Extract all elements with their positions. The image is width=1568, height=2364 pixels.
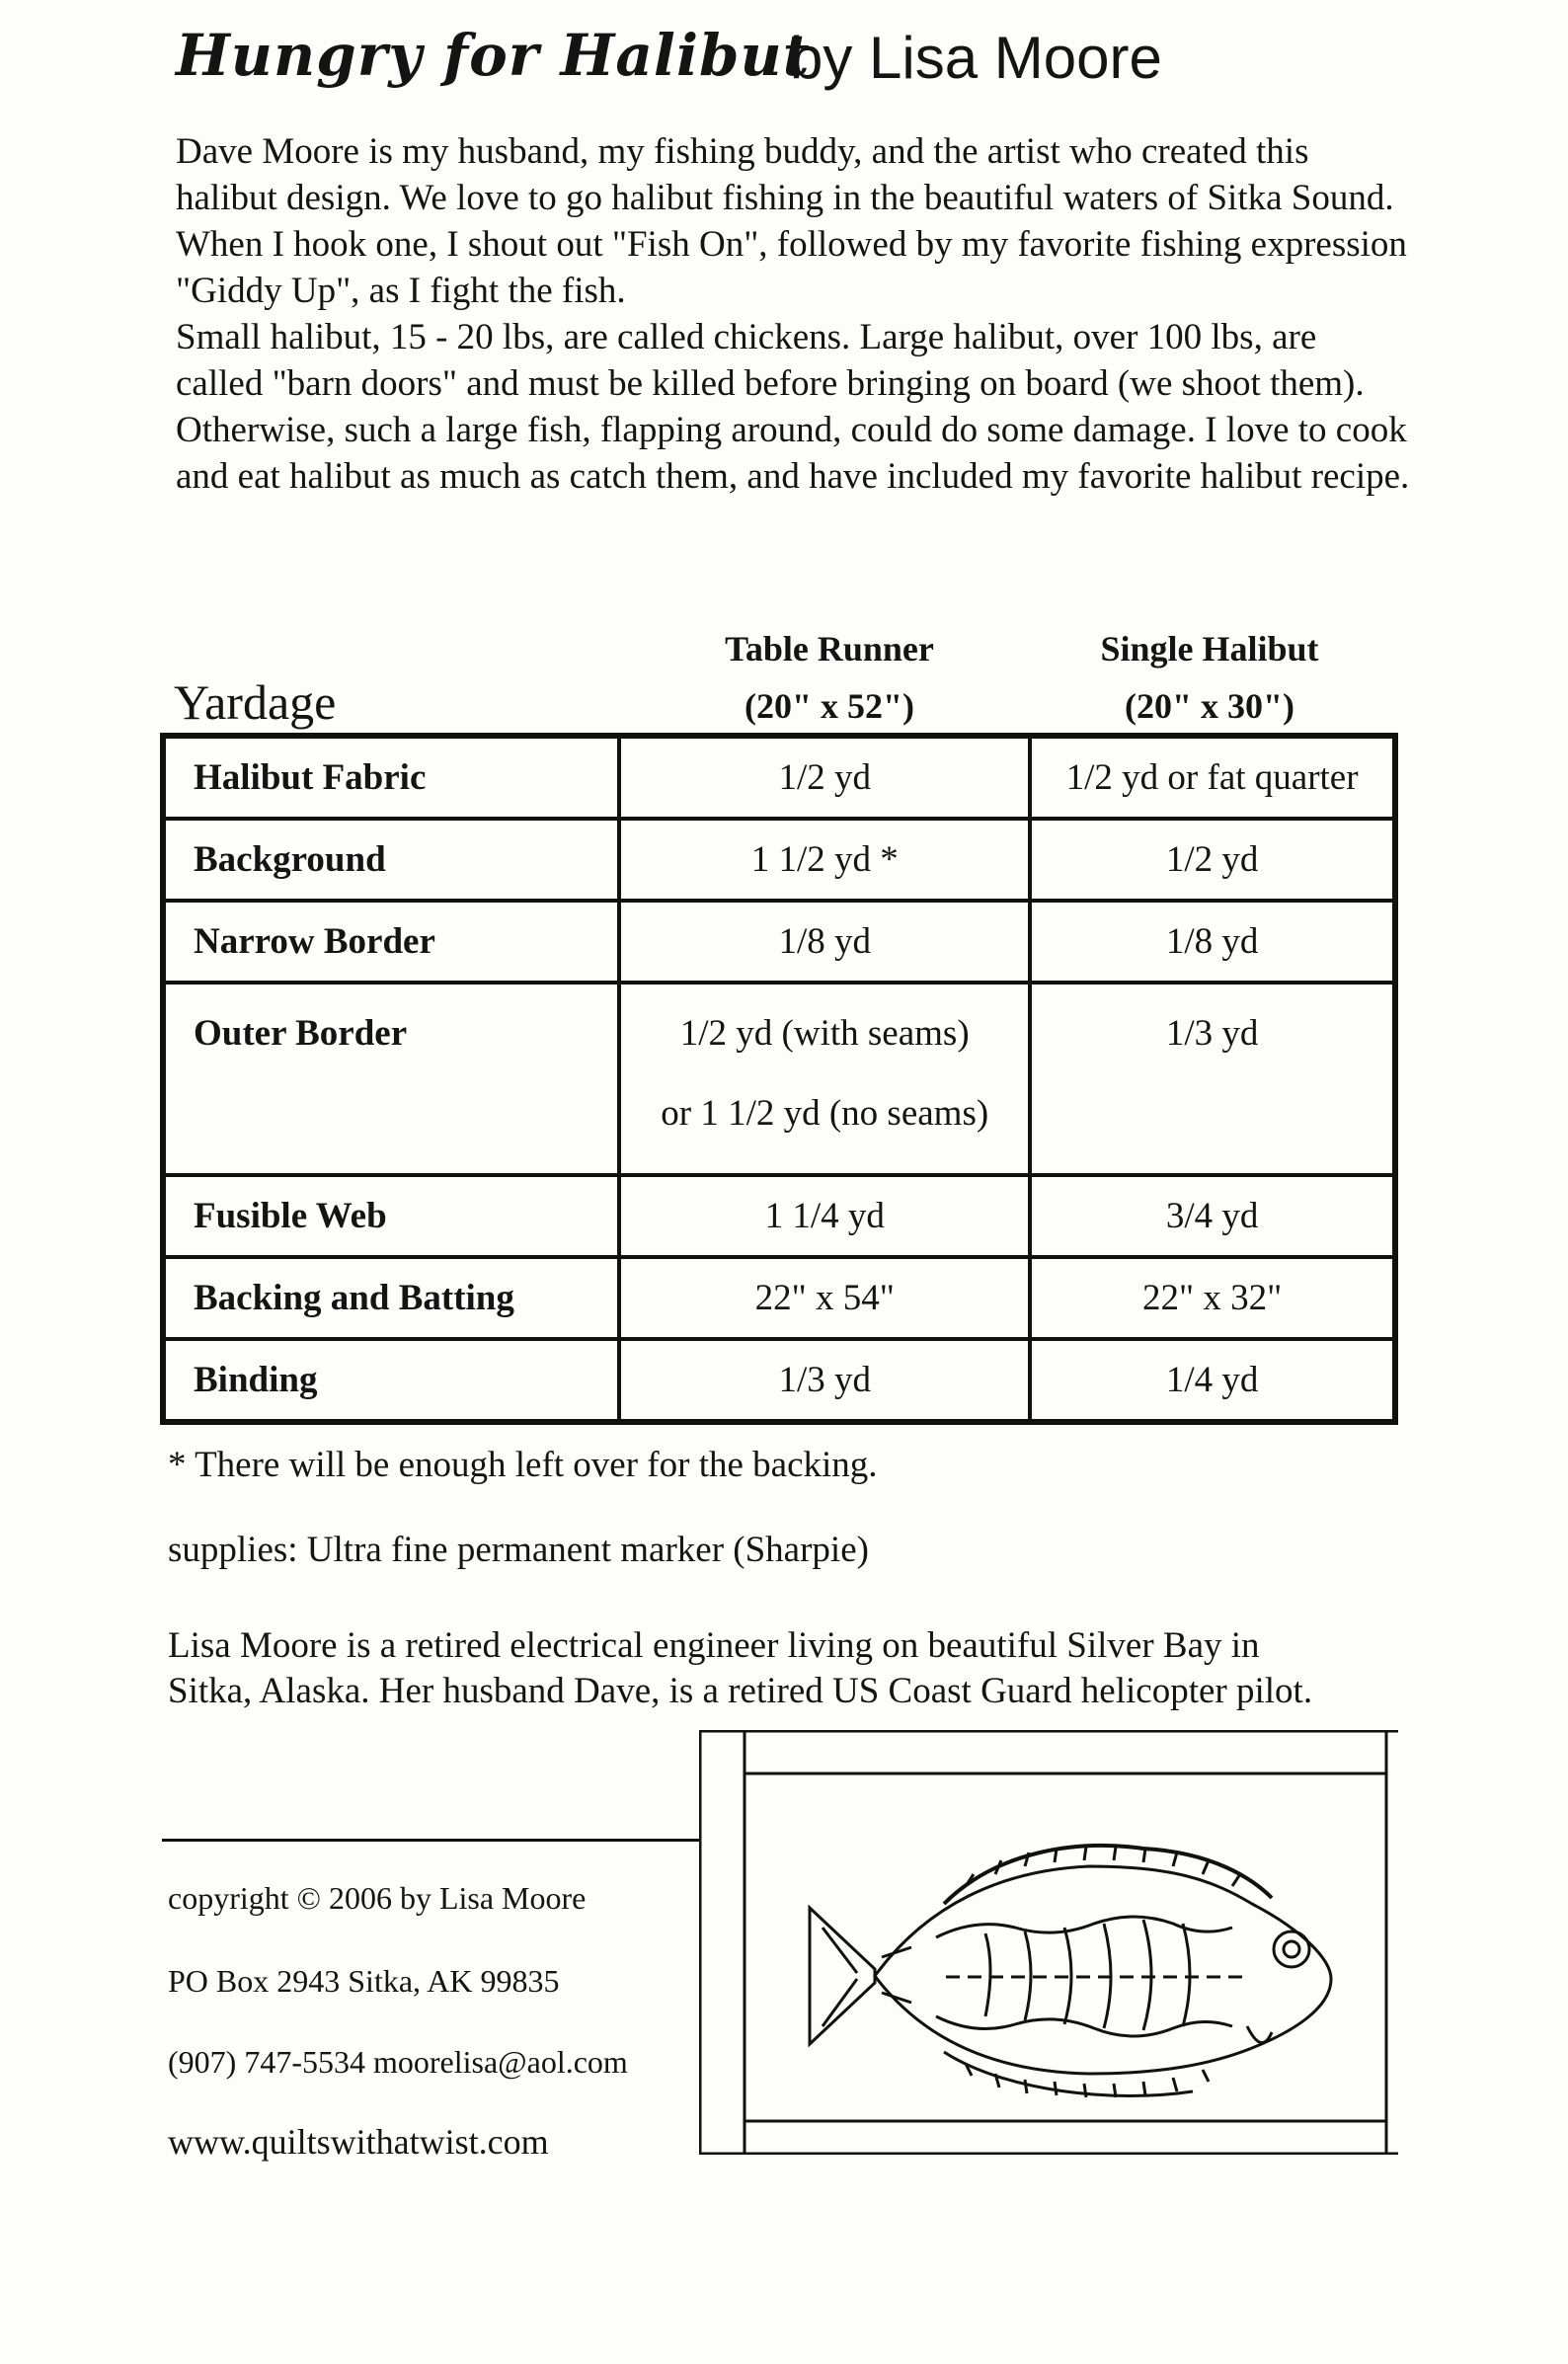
runner-value: 1 1/4 yd xyxy=(619,1175,1030,1257)
copyright-line: copyright © 2006 by Lisa Moore xyxy=(168,1880,587,1916)
single-value: 1/4 yd xyxy=(1030,1339,1395,1422)
table-row xyxy=(163,983,1395,1175)
supplies-note: supplies: Ultra fine permanent marker (Sharpie) xyxy=(168,1530,869,1570)
column-size: (20" x 52") xyxy=(745,686,914,726)
halibut-illustration xyxy=(699,1730,1398,2155)
row-label: Background xyxy=(163,819,619,901)
runner-value: 1/8 yd xyxy=(619,901,1030,983)
intro-paragraph-2: Small halibut, 15 - 20 lbs, are called chickens. Large halibut, over 100 lbs, are called "barn doors" and must be killed before bringing on board (we shoot them). Otherwise, such a large fish, flapping around, could do some damage. I love to cook and eat halibut as much as catch them, and have included my favorite halibut recipe. xyxy=(176,317,1410,497)
website-link: www.quiltswithatwist.com xyxy=(168,2122,549,2162)
yardage-table xyxy=(160,733,1398,1425)
row-label: Outer Border xyxy=(163,983,619,1175)
column-header-table-runner xyxy=(642,620,1017,735)
author-bio: Lisa Moore is a retired electrical engineer living on beautiful Silver Bay in Sitka, Alaska. Her husband Dave, is a retired US Coast Guard helicopter pilot. xyxy=(168,1625,1313,1711)
page-author: by Lisa Moore xyxy=(790,25,1162,91)
backing-footnote: * There will be enough left over for the backing. xyxy=(168,1445,878,1485)
table-row xyxy=(163,1175,1395,1257)
table-row xyxy=(163,901,1395,983)
row-label: Binding xyxy=(163,1339,619,1422)
table-row xyxy=(163,1257,1395,1339)
column-name: Table Runner xyxy=(725,629,934,669)
runner-value: 1 1/2 yd * xyxy=(619,819,1030,901)
single-value: 3/4 yd xyxy=(1030,1175,1395,1257)
single-value: 1/2 yd xyxy=(1030,819,1395,901)
intro-text xyxy=(176,128,1410,500)
runner-value: 1/3 yd xyxy=(619,1339,1030,1422)
row-label: Halibut Fabric xyxy=(163,736,619,819)
runner-value xyxy=(619,983,1030,1175)
column-name: Single Halibut xyxy=(1100,629,1319,669)
page-title: Hungry for Halibut xyxy=(176,22,811,89)
row-label: Narrow Border xyxy=(163,901,619,983)
table-row xyxy=(163,819,1395,901)
halibut-fish-icon xyxy=(810,1846,1331,2097)
column-header-single-halibut xyxy=(1027,620,1392,735)
single-value: 22" x 32" xyxy=(1030,1257,1395,1339)
contact-divider xyxy=(162,1839,701,1842)
row-label: Fusible Web xyxy=(163,1175,619,1257)
runner-value: 1/2 yd xyxy=(619,736,1030,819)
runner-value-line-1: 1/2 yd (with seams) xyxy=(679,1013,970,1054)
table-row xyxy=(163,736,1395,819)
single-value: 1/8 yd xyxy=(1030,901,1395,983)
phone-email-line: (907) 747-5534 moorelisa@aol.com xyxy=(168,2044,628,2080)
intro-paragraph-1: Dave Moore is my husband, my fishing buddy, and the artist who created this halibut design. We love to go halibut fishing in the beautiful waters of Sitka Sound. When I hook one, I shout out "Fish On", followed by my favorite fishing expression "Giddy Up", as I fight the fish. xyxy=(176,131,1407,311)
table-row xyxy=(163,1339,1395,1422)
yardage-title: Yardage xyxy=(174,674,337,730)
row-label: Backing and Batting xyxy=(163,1257,619,1339)
column-size: (20" x 30") xyxy=(1125,686,1294,726)
address-line: PO Box 2943 Sitka, AK 99835 xyxy=(168,1963,560,1999)
single-value: 1/2 yd or fat quarter xyxy=(1030,736,1395,819)
runner-value-line-2: or 1 1/2 yd (no seams) xyxy=(661,1093,989,1134)
single-value: 1/3 yd xyxy=(1030,983,1395,1175)
runner-value: 22" x 54" xyxy=(619,1257,1030,1339)
